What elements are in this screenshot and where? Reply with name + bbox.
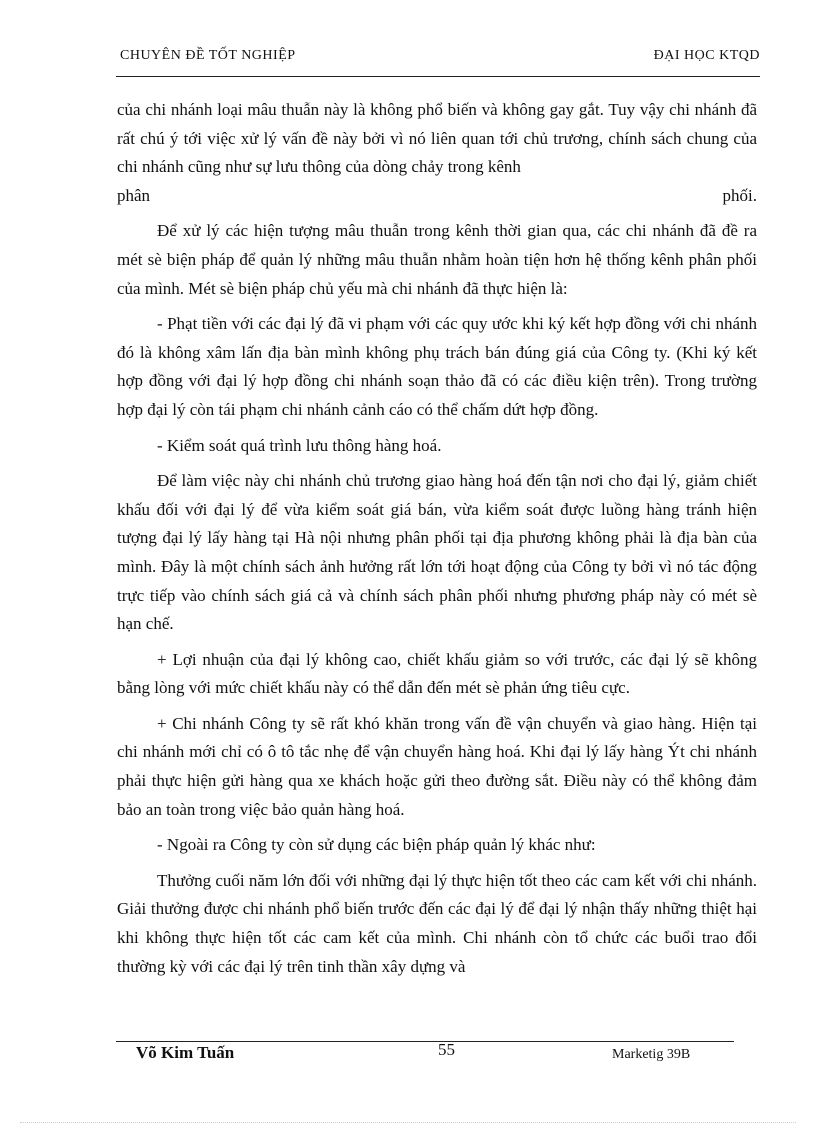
header-divider [116,76,760,77]
footer-course: Marketig 39B [612,1047,691,1062]
paragraph-9: Thưởng cuối năm lớn đối với những đại lý thực hiện tốt theo các cam kết với chi nhánh. Giải thưởng được chi nhánh phổ biến trước đến các đại lý để đại lý nhận thấy những thiệt hại khi không thực hiện tốt các cam kết của mình. Chi nhánh còn tổ chức các buổi trao đổi thường kỳ với các đại lý trên tinh thần xây dựng và [117,870,757,976]
paragraph-4: - Kiểm soát quá trình lưu thông hàng hoá. [157,435,442,455]
page-number: 55 [438,1040,455,1059]
header-left-title: CHUYÊN ĐỀ TỐT NGHIỆP [120,48,296,63]
page-header [116,48,760,70]
paragraph-1-tail: phân phối. [117,185,757,205]
paragraph-1 [117,96,757,182]
paragraph-7: + Chi nhánh Công ty sẽ rất khó khăn trong vấn đề vận chuyển và giao hàng. Hiện tại chi nhánh mới chỉ có ô tô tắc nhẹ để vận chuyển hàng hoá. Khi đại lý lấy hàng Ýt chi nhánh phải thực hiện gửi hàng qua xe khách hoặc gửi theo đường sắt. Điều này có thể không đảm bảo an toàn trong việc bảo quản hàng hoá. [117,713,757,819]
footer-author: Võ Kim Tuấn [136,1043,235,1062]
paragraph-6: + Lợi nhuận của đại lý không cao, chiết khấu giảm so với trước, các đại lý sẽ không bằng lòng với mức chiết khấu này có thể dẫn đến mét sè phản ứng tiêu cực. [117,649,757,698]
paragraph-2: Để xử lý các hiện tượng mâu thuẫn trong kênh thời gian qua, các chi nhánh đã đề ra mét sè biện pháp để quản lý những mâu thuẫn nhằm hoàn tiện hơn hệ thống kênh phân phối của mình. Mét sè biện pháp chủ yếu mà chi nhánh đã thực hiện là: [117,221,757,298]
footer-divider [116,1041,734,1042]
header-right-title: ĐẠI HỌC KTQD [653,48,760,63]
paragraph-8: - Ngoài ra Công ty còn sử dụng các biện pháp quản lý khác như: [157,835,596,855]
paragraph-1-main: của chi nhánh loại mâu thuẫn này là không phổ biến và không gay gắt. Tuy vậy chi nhánh đã rất chú ý tới việc xử lý vấn đề này bởi vì nó liên quan tới chủ trương, chính sách chung của chi nhánh cũng như sự lưu thông của dòng chảy trong kênh [117,100,757,177]
document-body [117,96,757,988]
paragraph-3: - Phạt tiền với các đại lý đã vi phạm với các quy ước khi ký kết hợp đồng với chi nhánh đó là không xâm lấn địa bàn mình không phụ trách bán đúng giá của Công ty. (Khi ký kết hợp đồng với đại lý hợp đồng chi nhánh soạn thảo đã có các điều kiện trên). Trong trường hợp đại lý còn tái phạm chi nhánh cảnh cáo có thể chấm dứt hợp đồng. [117,314,757,419]
paragraph-5: Để làm việc này chi nhánh chủ trương giao hàng hoá đến tận nơi cho đại lý, giảm chiết khấu đối với đại lý để vừa kiểm soát giá bán, vừa kiểm soát được luồng hàng tránh hiện tượng đại lý lấy hàng tại Hà nội nhưng phân phối tại địa phương không phải là địa bàn của mình. Đây là một chính sách ảnh hưởng rất lớn tới hoạt động của Công ty bởi vì nó tác động trực tiếp vào chính sách giá cả và chính sách phân phối nhưng phương pháp này có mét sè hạn chế. [117,471,757,634]
